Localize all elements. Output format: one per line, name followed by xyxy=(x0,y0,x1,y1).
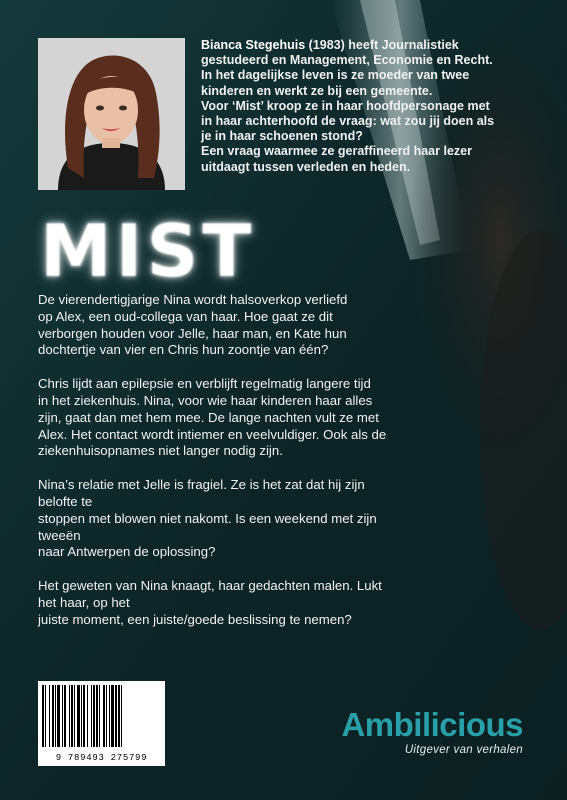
barcode-bar xyxy=(93,685,95,747)
barcode-bar xyxy=(49,685,50,747)
blurb-paragraph: Nina’s relatie met Jelle is fragiel. Ze is het zat dat hij zijn belofte te stoppen met blowen niet nakomt. Is een weekend met zijn tweeën naar Antwerpen de oplossing? xyxy=(38,477,377,560)
barcode-bar xyxy=(106,685,107,747)
barcode-bar xyxy=(55,685,56,747)
author-name: Bianca Stegehuis xyxy=(201,38,306,52)
barcode-bar xyxy=(62,685,63,747)
author-bio xyxy=(201,38,551,175)
publisher-logo: Ambilicious xyxy=(341,706,523,743)
barcode-bar xyxy=(52,685,54,747)
blurb-paragraph: Het geweten van Nina knaagt, haar gedachten malen. Lukt het haar, op het juiste moment, een juiste/goede beslissing te nemen? xyxy=(38,578,382,627)
blurb-paragraph: Chris lijdt aan epilepsie en verblijft regelmatig langere tijd in het ziekenhuis. Nina, voor wie haar kinderen haar alles zijn, gaat dan met hem mee. De lange nachten vult ze met Alex. Het contact wordt intiemer en veelvuldiger. Ook als de ziekenhuisopnames niet langer nodig zijn. xyxy=(38,376,387,459)
isbn-barcode xyxy=(38,681,165,766)
barcode-bar xyxy=(96,685,98,747)
barcode-bar xyxy=(45,685,46,747)
publisher-block xyxy=(341,708,523,756)
author-photo xyxy=(38,38,185,190)
barcode-bar xyxy=(71,685,73,747)
barcode-bar xyxy=(77,685,80,747)
barcode-bar xyxy=(111,685,114,747)
barcode-bar xyxy=(91,685,92,747)
barcode-bar xyxy=(81,685,82,747)
barcode-bar xyxy=(115,685,117,747)
barcode-bar xyxy=(57,685,60,747)
publisher-tagline: Uitgever van verhalen xyxy=(404,744,523,756)
barcode-bar xyxy=(121,685,122,747)
barcode-bar xyxy=(118,685,120,747)
barcode-bar xyxy=(99,685,100,747)
barcode-bar xyxy=(64,685,66,747)
blurb-paragraph: De vierendertigjarige Nina wordt halsoverkop verliefd op Alex, een oud-collega van haar. Hoe gaat ze dit verborgen houden voor Jelle, haar man, en Kate hun dochtertje van vier en Chris hun zoontje van één? xyxy=(38,292,348,358)
isbn-number: 9 789493 275799 xyxy=(55,753,148,763)
author-bio-text: (1983) heeft Journalistiek gestudeerd en Management, Economie en Recht. In het dagelijkse leven is ze moeder van twee kinderen en werkt ze bij een gemeente. Voor ‘Mist’ kroop ze in haar hoofdpersonage met in haar achterhoofd de vraag: wat zou jij doen als je in haar schoenen stond? Een vraag waarmee ze geraffineerd haar lezer uitdaagt tussen verleden en heden. xyxy=(201,38,495,174)
barcode-bar xyxy=(83,685,85,747)
barcode-bar xyxy=(103,685,105,747)
barcode-bar xyxy=(69,685,70,747)
book-blurb xyxy=(38,292,403,646)
barcode-bar xyxy=(74,685,75,747)
book-title: MIST xyxy=(40,209,256,293)
barcode-bar xyxy=(87,685,88,747)
barcode-bar xyxy=(42,685,44,747)
barcode-bar xyxy=(109,685,110,747)
